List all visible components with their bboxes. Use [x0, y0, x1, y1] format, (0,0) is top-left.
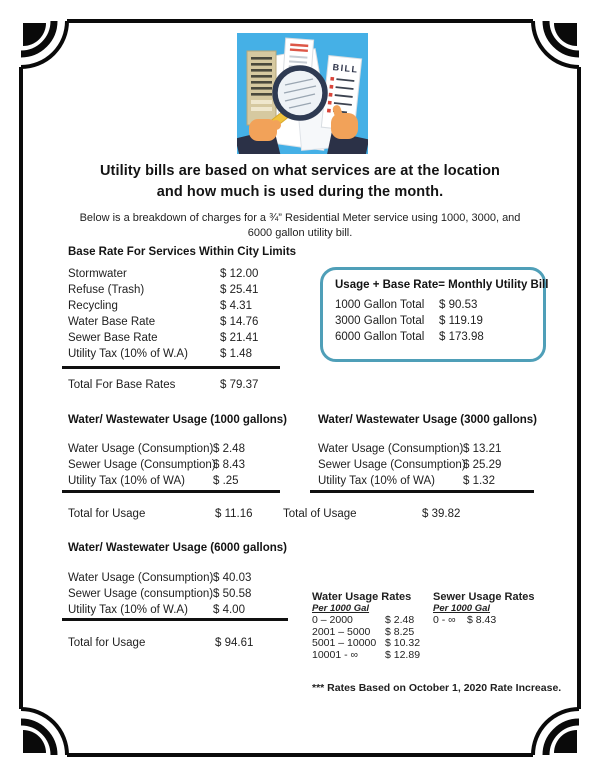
total-label: Total For Base Rates	[68, 379, 176, 391]
intro-paragraph	[0, 211, 600, 241]
summary-box-table	[335, 297, 531, 345]
row-value: $ 1.48	[220, 348, 252, 360]
total-value: $ 11.16	[215, 508, 253, 520]
tier-value: $ 12.89	[385, 648, 421, 661]
row-label: Utility Tax (10% of WA)	[318, 475, 435, 487]
row-value: $ 25.29	[463, 459, 502, 471]
total-label: Total of Usage	[283, 508, 357, 520]
row-value: $ 4.00	[213, 604, 245, 616]
tier-range: 2001 – 5000	[312, 625, 371, 638]
rate-row-sewer-base	[68, 330, 258, 346]
rate-row-recycling	[68, 298, 258, 314]
total-value: $ 39.82	[422, 508, 461, 520]
usage-3000-title: Water/ Wastewater Usage (3000 gallons)	[318, 414, 537, 426]
water-rates-unit: Per 1000 Gal	[312, 603, 370, 614]
usage-row-sewer	[68, 457, 245, 473]
usage-6000-total-row	[68, 637, 253, 649]
row-value: $ 25.41	[220, 284, 259, 296]
water-rates-table	[312, 615, 420, 661]
row-label: Sewer Usage (consumption)	[68, 588, 214, 600]
usage-3000-total-row	[283, 508, 460, 520]
bill-magnifier-illustration	[237, 33, 368, 154]
row-value: $ 119.19	[439, 315, 483, 327]
total-value: $ 94.61	[215, 637, 254, 649]
tier-value: $ 2.48	[385, 614, 415, 626]
row-value: $ 2.48	[213, 443, 245, 455]
tier-range: 10001 - ∞	[312, 648, 359, 661]
intro-line1: Below is a breakdown of charges for a ¾” Residential Meter service using 1000, 3000, and	[79, 212, 521, 224]
row-value: $ 1.32	[463, 475, 495, 487]
sewer-usage-rates-section	[433, 591, 535, 627]
base-rates-title: Base Rate For Services Within City Limits	[68, 246, 297, 258]
row-label: Water Usage (Consumption)	[68, 443, 214, 455]
row-label: Utility Tax (10% of WA)	[68, 475, 185, 487]
usage-6000-table	[68, 570, 251, 618]
heading-line2: and how much is used during the month.	[156, 184, 444, 200]
tier-range: 0 – 2000	[312, 614, 353, 626]
base-rates-table	[68, 266, 258, 362]
usage-3000-table	[318, 441, 501, 489]
row-value: $ .25	[213, 475, 239, 487]
rate-row-utility-tax	[68, 346, 258, 362]
usage-6000-title: Water/ Wastewater Usage (6000 gallons)	[68, 542, 287, 554]
total-value: $ 79.37	[220, 379, 259, 391]
row-value: $ 50.58	[213, 588, 252, 600]
row-label: Utility Tax (10% of W.A)	[68, 604, 188, 616]
usage-row-sewer	[68, 586, 251, 602]
row-label: Water Base Rate	[68, 316, 156, 328]
tier-range: 0 - ∞	[433, 614, 456, 626]
row-value: $ 4.31	[220, 300, 252, 312]
row-label: 6000 Gallon Total	[335, 331, 425, 343]
usage-row-tax	[68, 473, 245, 489]
row-label: Water Usage (Consumption)	[68, 572, 214, 584]
usage-1000-table	[68, 441, 245, 489]
water-rate-tier	[312, 615, 420, 627]
water-usage-rates-section	[312, 591, 420, 661]
intro-line2: 6000 gallon utility bill.	[247, 227, 353, 239]
usage-row-water	[68, 570, 251, 586]
row-label: Sewer Base Rate	[68, 332, 158, 344]
row-label: Water Usage (Consumption)	[318, 443, 464, 455]
base-rates-total-row	[68, 379, 258, 391]
row-value: $ 13.21	[463, 443, 502, 455]
row-label: 3000 Gallon Total	[335, 315, 425, 327]
rate-increase-footnote: *** Rates Based on October 1, 2020 Rate Increase.	[312, 682, 562, 694]
row-value: $ 12.00	[220, 268, 259, 280]
row-value: $ 40.03	[213, 572, 252, 584]
row-label: Sewer Usage (Consumption)	[318, 459, 466, 471]
usage-1000-total-row	[68, 508, 253, 520]
rate-row-refuse	[68, 282, 258, 298]
divider-line	[62, 366, 280, 369]
summary-box-title: Usage + Base Rate= Monthly Utility Bill	[335, 279, 549, 291]
usage-row-sewer	[318, 457, 501, 473]
total-label: Total for Usage	[68, 508, 146, 520]
monthly-total-summary-box	[320, 267, 549, 362]
divider-line	[310, 490, 534, 493]
sewer-rates-unit: Per 1000 Gal	[433, 603, 491, 614]
sewer-rates-table	[433, 615, 535, 627]
usage-row-water	[318, 441, 501, 457]
sewer-rate-tier	[433, 615, 535, 627]
row-label: Stormwater	[68, 268, 127, 280]
usage-row-water	[68, 441, 245, 457]
tier-value: $ 8.43	[467, 614, 497, 626]
bill-paper-label: BILL	[332, 62, 360, 75]
total-label: Total for Usage	[68, 637, 146, 649]
row-label: Utility Tax (10% of W.A)	[68, 348, 188, 360]
row-value: $ 8.43	[213, 459, 245, 471]
water-rates-title: Water Usage Rates	[312, 591, 412, 603]
row-label: 1000 Gallon Total	[335, 299, 425, 311]
sewer-rates-title: Sewer Usage Rates	[433, 591, 535, 603]
rate-row-water-base	[68, 314, 258, 330]
usage-row-tax	[68, 602, 251, 618]
tier-value: $ 10.32	[385, 637, 421, 649]
summary-row-3000	[335, 313, 531, 329]
usage-1000-title: Water/ Wastewater Usage (1000 gallons)	[68, 414, 287, 426]
divider-line	[62, 490, 280, 493]
row-label: Recycling	[68, 300, 118, 312]
divider-line	[62, 618, 288, 621]
row-value: $ 21.41	[220, 332, 259, 344]
summary-row-1000	[335, 297, 531, 313]
row-label: Sewer Usage (Consumption)	[68, 459, 216, 471]
heading-line1: Utility bills are based on what services are at the location	[99, 163, 501, 179]
tier-value: $ 8.25	[385, 625, 415, 638]
rate-row-stormwater	[68, 266, 258, 282]
tier-range: 5001 – 10000	[312, 637, 377, 649]
page-heading	[0, 161, 600, 203]
row-value: $ 90.53	[439, 299, 478, 311]
summary-row-6000	[335, 329, 531, 345]
row-label: Refuse (Trash)	[68, 284, 145, 296]
row-value: $ 173.98	[439, 331, 484, 343]
row-value: $ 14.76	[220, 316, 259, 328]
water-rate-tier	[312, 650, 420, 662]
water-rate-tier	[312, 638, 420, 650]
usage-row-tax	[318, 473, 501, 489]
